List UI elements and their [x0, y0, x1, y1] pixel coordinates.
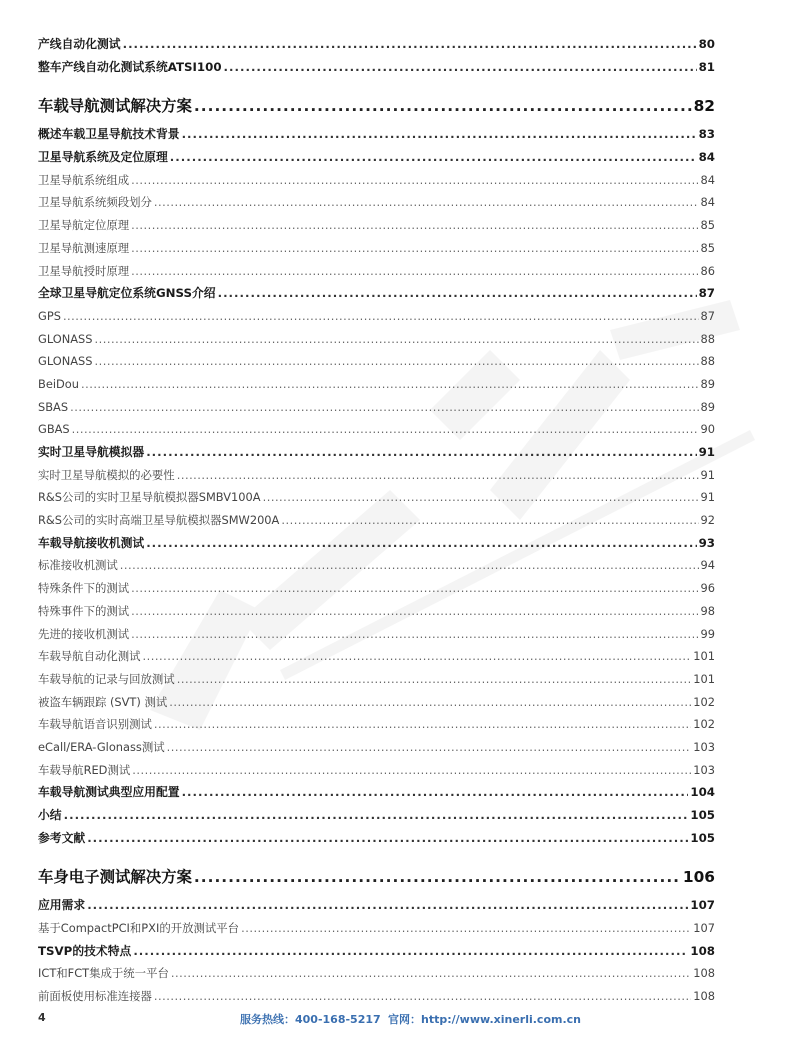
toc-entry-page: 103	[693, 739, 715, 754]
toc-entry-title: 卫星导航定位原理	[38, 218, 130, 233]
toc-entry-title: 车载导航RED测试	[38, 762, 131, 777]
toc-entry-title: 特殊事件下的测试	[38, 603, 130, 618]
toc-entry[interactable]	[38, 237, 715, 260]
toc-entry-page: 89	[700, 376, 715, 391]
toc-entry-page: 81	[698, 59, 715, 74]
toc-leader-dots	[64, 804, 689, 827]
website-link[interactable]: 官网：http://www.xinerli.com.cn	[388, 1013, 581, 1026]
toc-entry[interactable]	[38, 191, 715, 214]
toc-leader-dots	[131, 623, 698, 646]
toc-entry[interactable]	[38, 146, 715, 169]
toc-entry-page: 106	[682, 868, 715, 887]
toc-entry[interactable]	[38, 577, 715, 600]
toc-entry-title: 概述车载卫星导航技术背景	[38, 127, 180, 142]
toc-entry-title: 卫星导航授时原理	[38, 263, 130, 278]
toc-entry-title: 卫星导航系统及定位原理	[38, 150, 168, 165]
toc-entry-page: 88	[700, 331, 715, 346]
toc-entry[interactable]	[38, 713, 715, 736]
toc-leader-dots	[218, 282, 697, 305]
toc-leader-dots	[263, 486, 699, 509]
toc-entry-page: 86	[700, 263, 715, 278]
toc-entry[interactable]	[38, 350, 715, 373]
toc-entry-page: 101	[693, 671, 715, 686]
toc-entry[interactable]	[38, 441, 715, 464]
toc-leader-dots	[182, 781, 689, 804]
toc-entry[interactable]	[38, 962, 715, 985]
toc-leader-dots	[171, 962, 691, 985]
toc-entry-page: 94	[700, 558, 715, 573]
toc-entry-page: 91	[698, 445, 715, 459]
toc-entry-page: 108	[690, 943, 715, 958]
toc-entry-title: SBAS	[38, 399, 69, 414]
toc-entry-title: 车载导航自动化测试	[38, 649, 141, 664]
toc-entry-page: 98	[700, 603, 715, 618]
toc-entry-title: 前面板使用标准连接器	[38, 989, 152, 1004]
toc-entry[interactable]	[38, 56, 715, 79]
toc-entry[interactable]	[38, 623, 715, 646]
toc-entry-page: 84	[700, 172, 715, 187]
toc-entry-title: GPS	[38, 308, 61, 323]
toc-entry-page: 96	[700, 581, 715, 596]
toc-leader-dots	[241, 917, 691, 940]
toc-entry[interactable]	[38, 917, 715, 940]
toc-entry[interactable]	[38, 554, 715, 577]
toc-entry-title: 车载导航测试典型应用配置	[38, 785, 180, 800]
toc-entry[interactable]	[38, 305, 715, 328]
toc-entry-title: eCall/ERA-Glonass测试	[38, 739, 165, 754]
toc-entry[interactable]	[38, 894, 715, 917]
toc-entry-title: 卫星导航系统频段划分	[38, 195, 152, 210]
toc-leader-dots	[146, 532, 696, 555]
toc-entry[interactable]	[38, 940, 715, 963]
toc-leader-dots	[131, 237, 698, 260]
page-footer	[0, 1011, 793, 1029]
toc-entry-title: 全球卫星导航定位系统GNSS介绍	[38, 286, 216, 301]
toc-entry-title: 整车产线自动化测试系统ATSI100	[38, 59, 222, 74]
toc-entry-page: 90	[700, 422, 715, 437]
toc-leader-dots	[182, 123, 697, 146]
toc-entry[interactable]	[38, 418, 715, 441]
toc-leader-dots	[154, 191, 699, 214]
toc-entry-page: 105	[690, 808, 715, 822]
toc-leader-dots	[281, 509, 698, 532]
toc-entry-page: 82	[693, 97, 715, 116]
toc-entry-page: 102	[693, 717, 715, 732]
toc-entry-page: 105	[690, 830, 715, 845]
toc-leader-dots	[133, 940, 688, 963]
toc-leader-dots	[146, 441, 696, 464]
toc-entry[interactable]	[38, 532, 715, 555]
toc-entry-title: ICT和FCT集成于统一平台	[38, 966, 169, 981]
toc-chapter[interactable]	[38, 861, 715, 894]
toc-entry[interactable]	[38, 373, 715, 396]
toc-entry-title: 车载导航接收机测试	[38, 535, 145, 550]
toc-leader-dots	[120, 554, 699, 577]
toc-entry-title: 小结	[38, 808, 62, 822]
toc-entry-page: 83	[698, 127, 715, 142]
toc-leader-dots	[224, 56, 697, 79]
toc-entry[interactable]	[38, 464, 715, 487]
toc-entry-page: 101	[693, 649, 715, 664]
toc-entry-title: BeiDou	[38, 376, 79, 391]
toc-leader-dots	[87, 894, 688, 917]
toc-entry-page: 93	[698, 535, 715, 550]
toc-entry[interactable]	[38, 214, 715, 237]
toc-entry[interactable]	[38, 169, 715, 192]
toc-leader-dots	[177, 668, 692, 691]
toc-entry-page: 108	[693, 966, 715, 981]
toc-leader-dots	[170, 146, 697, 169]
toc-leader-dots	[131, 214, 698, 237]
toc-entry[interactable]	[38, 736, 715, 759]
toc-entry[interactable]	[38, 486, 715, 509]
toc-leader-dots	[131, 260, 698, 283]
toc-entry-title: 车载导航语音识别测试	[38, 717, 152, 732]
toc-entry-page: 84	[698, 150, 715, 165]
toc-entry-title: 车载导航的记录与回放测试	[38, 671, 175, 686]
toc-entry-title: 实时卫星导航模拟器	[38, 445, 145, 459]
toc-entry[interactable]	[38, 600, 715, 623]
toc-leader-dots	[132, 759, 691, 782]
toc-entry[interactable]	[38, 123, 715, 146]
toc-entry-page: 80	[698, 37, 715, 51]
toc-entry[interactable]	[38, 33, 715, 56]
toc-entry-title: 参考文献	[38, 830, 86, 845]
toc-leader-dots	[123, 33, 697, 56]
toc-entry-page: 99	[700, 626, 715, 641]
toc-leader-dots	[70, 396, 698, 419]
toc-chapter[interactable]	[38, 90, 715, 123]
toc-entry-page: 84	[700, 195, 715, 210]
toc-entry-page: 85	[700, 218, 715, 233]
toc-entry-page: 91	[700, 467, 715, 482]
toc-entry[interactable]	[38, 691, 715, 714]
toc-entry-title: 卫星导航系统组成	[38, 172, 130, 187]
toc-entry[interactable]	[38, 396, 715, 419]
toc-entry-page: 104	[690, 785, 715, 800]
toc-entry-title: GLONASS	[38, 331, 93, 346]
toc-leader-dots	[154, 713, 691, 736]
toc-entry[interactable]	[38, 827, 715, 850]
toc-entry-title: 先进的接收机测试	[38, 626, 130, 641]
table-of-contents	[38, 33, 715, 1008]
toc-entry-page: 107	[690, 898, 715, 913]
toc-entry-title: R&S公司的实时高端卫星导航模拟器SMW200A	[38, 513, 280, 528]
toc-entry-title: TSVP的技术特点	[38, 943, 132, 958]
toc-entry-title: 被盗车辆跟踪 (SVT) 测试	[38, 694, 168, 709]
toc-entry[interactable]	[38, 260, 715, 283]
toc-leader-dots	[81, 373, 699, 396]
toc-entry-title: 应用需求	[38, 898, 86, 913]
toc-entry-title: 基于CompactPCI和PXI的开放测试平台	[38, 921, 240, 936]
toc-entry-page: 87	[698, 286, 715, 301]
toc-entry-page: 88	[700, 354, 715, 369]
toc-leader-dots	[72, 418, 699, 441]
toc-entry[interactable]	[38, 509, 715, 532]
toc-leader-dots	[95, 350, 699, 373]
toc-leader-dots	[169, 691, 691, 714]
page-number: 4	[38, 1011, 46, 1024]
toc-entry-page: 108	[693, 989, 715, 1004]
toc-leader-dots	[131, 169, 698, 192]
toc-entry-title: R&S公司的实时卫星导航模拟器SMBV100A	[38, 490, 261, 505]
toc-entry[interactable]	[38, 804, 715, 827]
toc-entry-title: 车载导航测试解决方案	[38, 97, 192, 116]
toc-entry[interactable]	[38, 668, 715, 691]
toc-entry[interactable]	[38, 759, 715, 782]
toc-entry-title: 产线自动化测试	[38, 37, 121, 51]
toc-entry-title: 特殊条件下的测试	[38, 581, 130, 596]
toc-leader-dots	[95, 328, 699, 351]
toc-leader-dots	[194, 90, 692, 123]
toc-entry-title: 卫星导航测速原理	[38, 240, 130, 255]
toc-entry[interactable]	[38, 645, 715, 668]
toc-leader-dots	[63, 305, 699, 328]
toc-entry-page: 87	[700, 308, 715, 323]
toc-leader-dots	[167, 736, 692, 759]
toc-leader-dots	[143, 645, 692, 668]
toc-entry-page: 92	[700, 513, 715, 528]
toc-entry[interactable]	[38, 328, 715, 351]
service-hotline: 服务热线：400-168-5217	[240, 1013, 381, 1026]
toc-leader-dots	[131, 600, 698, 623]
toc-entry-page: 102	[693, 694, 715, 709]
toc-leader-dots	[154, 985, 691, 1008]
toc-leader-dots	[177, 464, 699, 487]
toc-entry-page: 103	[693, 762, 715, 777]
toc-entry[interactable]	[38, 985, 715, 1008]
toc-leader-dots	[87, 827, 688, 850]
toc-entry-page: 91	[700, 490, 715, 505]
toc-entry-title: 车身电子测试解决方案	[38, 868, 192, 887]
toc-entry-title: GBAS	[38, 422, 70, 437]
toc-entry[interactable]	[38, 781, 715, 804]
toc-entry-page: 89	[700, 399, 715, 414]
toc-leader-dots	[194, 861, 681, 894]
toc-entry-title: 标准接收机测试	[38, 558, 118, 573]
toc-entry-page: 107	[693, 921, 715, 936]
toc-entry-title: 实时卫星导航模拟的必要性	[38, 467, 175, 482]
toc-leader-dots	[131, 577, 698, 600]
toc-entry[interactable]	[38, 282, 715, 305]
toc-entry-page: 85	[700, 240, 715, 255]
toc-entry-title: GLONASS	[38, 354, 93, 369]
